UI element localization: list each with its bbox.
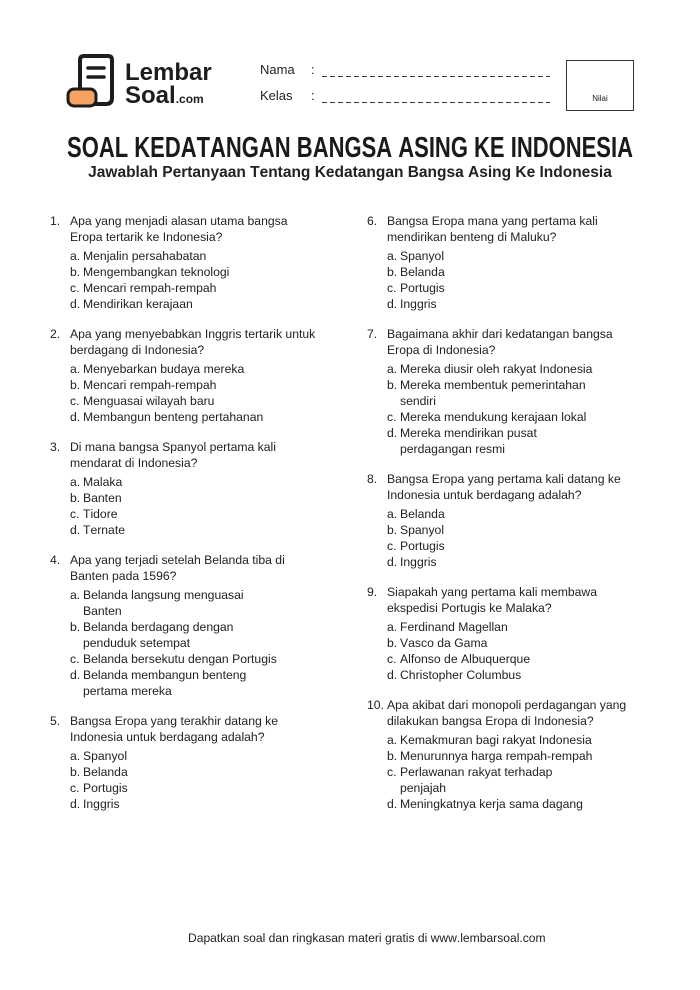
question-text: Bangsa Eropa mana yang pertama kali mendirikan benteng di Maluku? — [387, 214, 598, 244]
question-stem — [367, 326, 637, 358]
option-letter: b. — [70, 491, 81, 505]
option-list — [387, 506, 637, 570]
logo-wordmark-bottom — [125, 84, 204, 111]
option-letter: b. — [70, 265, 81, 279]
option-text: Belanda — [83, 765, 128, 779]
option-text: Membangun benteng pertahanan — [83, 410, 264, 424]
option-b — [387, 635, 637, 651]
option-text: Mencari rempah-rempah — [83, 281, 217, 295]
question-5 — [50, 713, 320, 812]
question-7 — [367, 326, 637, 457]
option-text: Vasco da Gama — [400, 636, 488, 650]
option-d — [70, 522, 320, 538]
option-b — [70, 264, 320, 280]
option-d — [387, 667, 637, 683]
option-letter: d. — [70, 668, 81, 682]
logo-wordmark-top: Lembar — [125, 59, 212, 86]
option-letter: d. — [70, 410, 81, 424]
question-10 — [367, 697, 637, 812]
option-text: Mengembangkan teknologi — [83, 265, 230, 279]
option-d — [387, 296, 637, 312]
question-6 — [367, 213, 637, 312]
option-letter: b. — [387, 265, 398, 279]
option-letter: a. — [387, 733, 398, 747]
option-letter: c. — [70, 394, 80, 408]
question-column-left — [50, 213, 320, 826]
question-stem — [367, 584, 637, 616]
question-8 — [367, 471, 637, 570]
question-text: Apa yang menyebabkan Inggris tertarik untuk berdagang di Indonesia? — [70, 327, 316, 357]
option-text: Mendirikan kerajaan — [83, 297, 193, 311]
option-c — [387, 409, 637, 425]
option-list — [70, 248, 320, 312]
option-d — [70, 796, 320, 812]
option-list — [387, 619, 637, 683]
option-text: Tidore — [83, 507, 118, 521]
option-text: Belanda membangun benteng pertama mereka — [83, 668, 247, 698]
question-9 — [367, 584, 637, 683]
option-a — [387, 732, 637, 748]
option-text: Mereka membentuk pemerintahan sendiri — [400, 378, 586, 408]
option-c — [70, 280, 320, 296]
option-text: Spanyol — [400, 523, 445, 537]
question-text: Apa akibat dari monopoli perdagangan yang dilakukan bangsa Eropa di Indonesia? — [387, 698, 627, 728]
option-text: Spanyol — [400, 249, 445, 263]
name-label: Nama — [260, 62, 295, 77]
logo-wordmark-suffix: .com — [175, 92, 204, 106]
option-text: Perlawanan rakyat terhadap penjajah — [400, 765, 553, 795]
option-letter: b. — [387, 636, 398, 650]
option-text: Portugis — [400, 539, 445, 553]
option-letter: d. — [387, 555, 398, 569]
option-letter: c. — [70, 507, 80, 521]
option-letter: c. — [70, 781, 80, 795]
option-c — [387, 280, 637, 296]
question-number: 6. — [367, 214, 378, 228]
option-text: Malaka — [83, 475, 123, 489]
option-text: Meningkatnya kerja sama dagang — [400, 797, 583, 811]
option-d — [387, 796, 637, 812]
option-a — [387, 248, 637, 264]
footer-note: Dapatkan soal dan ringkasan materi gratis di www.lembarsoal.com — [188, 931, 546, 945]
question-2 — [50, 326, 320, 425]
question-column-right — [367, 213, 637, 826]
option-letter: d. — [387, 426, 398, 440]
option-a — [70, 361, 320, 377]
option-b — [70, 764, 320, 780]
question-number: 7. — [367, 327, 378, 341]
question-stem — [50, 713, 320, 745]
option-letter: b. — [70, 765, 81, 779]
option-d — [70, 296, 320, 312]
question-text: Di mana bangsa Spanyol pertama kali mendarat di Indonesia? — [70, 440, 276, 470]
question-number: 10. — [367, 698, 384, 712]
option-text: Belanda bersekutu dengan Portugis — [83, 652, 277, 666]
option-text: Portugis — [83, 781, 128, 795]
question-stem — [50, 326, 320, 358]
option-a — [70, 587, 320, 619]
option-list — [70, 587, 320, 699]
option-list — [70, 474, 320, 538]
option-letter: a. — [70, 249, 81, 263]
question-number: 4. — [50, 553, 61, 567]
question-text: Apa yang menjadi alasan utama bangsa Eropa tertarik ke Indonesia? — [70, 214, 288, 244]
option-text: Belanda langsung menguasai Banten — [83, 588, 244, 618]
option-text: Menjalin persahabatan — [83, 249, 207, 263]
option-b — [70, 377, 320, 393]
option-letter: c. — [387, 765, 397, 779]
option-letter: d. — [70, 523, 81, 537]
option-letter: d. — [70, 297, 81, 311]
option-text: Mencari rempah-rempah — [83, 378, 217, 392]
score-box — [566, 60, 634, 111]
option-list — [387, 361, 637, 457]
question-number: 1. — [50, 214, 61, 228]
option-a — [387, 506, 637, 522]
option-b — [387, 522, 637, 538]
option-text: Menguasai wilayah baru — [83, 394, 215, 408]
option-a — [387, 619, 637, 635]
option-letter: b. — [387, 378, 398, 392]
option-letter: d. — [387, 668, 398, 682]
option-list — [387, 248, 637, 312]
page-subtitle: Jawablah Pertanyaan Tentang Kedatangan Bangsa Asing Ke Indonesia — [88, 164, 612, 181]
question-text: Bangsa Eropa yang terakhir datang ke Indonesia untuk berdagang adalah? — [70, 714, 279, 744]
option-letter: c. — [387, 410, 397, 424]
option-letter: a. — [387, 507, 398, 521]
option-letter: d. — [387, 797, 398, 811]
option-text: Banten — [83, 491, 122, 505]
option-list — [70, 748, 320, 812]
option-b — [387, 748, 637, 764]
question-1 — [50, 213, 320, 312]
question-stem — [50, 213, 320, 245]
option-letter: a. — [387, 249, 398, 263]
option-c — [70, 780, 320, 796]
class-fill-line — [322, 102, 550, 103]
option-letter: c. — [387, 281, 397, 295]
question-number: 3. — [50, 440, 61, 454]
option-b — [70, 619, 320, 651]
question-stem — [367, 213, 637, 245]
option-text: Belanda berdagang dengan penduduk setempat — [83, 620, 234, 650]
option-text: Ferdinand Magellan — [400, 620, 508, 634]
question-number: 9. — [367, 585, 378, 599]
option-c — [387, 764, 637, 796]
question-stem — [50, 439, 320, 471]
option-letter: a. — [70, 475, 81, 489]
page-title: SOAL KEDATANGAN BANGSA ASING KE INDONESIA — [67, 131, 633, 164]
option-letter: d. — [70, 797, 81, 811]
option-letter: a. — [387, 362, 398, 376]
option-b — [387, 264, 637, 280]
option-text: Inggris — [400, 555, 437, 569]
question-text: Bangsa Eropa yang pertama kali datang ke Indonesia untuk berdagang adalah? — [387, 472, 621, 502]
option-text: Kemakmuran bagi rakyat Indonesia — [400, 733, 592, 747]
question-stem — [367, 697, 637, 729]
question-3 — [50, 439, 320, 538]
option-c — [387, 651, 637, 667]
option-text: Inggris — [83, 797, 120, 811]
option-d — [387, 554, 637, 570]
option-text: Belanda — [400, 507, 445, 521]
option-b — [70, 490, 320, 506]
question-4 — [50, 552, 320, 699]
option-c — [70, 506, 320, 522]
question-text: Apa yang terjadi setelah Belanda tiba di Banten pada 1596? — [70, 553, 285, 583]
option-letter: c. — [387, 652, 397, 666]
option-text: Portugis — [400, 281, 445, 295]
question-text: Bagaimana akhir dari kedatangan bangsa Eropa di Indonesia? — [387, 327, 613, 357]
option-text: Ternate — [83, 523, 126, 537]
logo-wordmark-soal: Soal — [125, 82, 176, 109]
option-c — [70, 651, 320, 667]
option-c — [387, 538, 637, 554]
question-text: Siapakah yang pertama kali membawa ekspedisi Portugis ke Malaka? — [387, 585, 598, 615]
option-letter: a. — [70, 588, 81, 602]
option-letter: a. — [387, 620, 398, 634]
option-a — [70, 748, 320, 764]
option-text: Mereka mendukung kerajaan lokal — [400, 410, 587, 424]
option-letter: b. — [70, 378, 81, 392]
name-fill-line — [322, 76, 550, 77]
option-d — [387, 425, 637, 457]
option-list — [70, 361, 320, 425]
option-letter: c. — [70, 652, 80, 666]
question-number: 5. — [50, 714, 61, 728]
option-letter: a. — [70, 362, 81, 376]
option-list — [387, 732, 637, 812]
option-letter: a. — [70, 749, 81, 763]
name-separator: : — [311, 62, 315, 77]
option-letter: d. — [387, 297, 398, 311]
score-label: Nilai — [592, 94, 608, 103]
option-letter: b. — [387, 523, 398, 537]
option-letter: c. — [387, 539, 397, 553]
option-a — [70, 248, 320, 264]
option-text: Christopher Columbus — [400, 668, 522, 682]
document-icon — [64, 52, 118, 110]
option-letter: b. — [70, 620, 81, 634]
option-d — [70, 667, 320, 699]
option-a — [70, 474, 320, 490]
option-letter: c. — [70, 281, 80, 295]
option-text: Menurunnya harga rempah-rempah — [400, 749, 593, 763]
question-number: 2. — [50, 327, 61, 341]
option-text: Menyebarkan budaya mereka — [83, 362, 245, 376]
option-text: Spanyol — [83, 749, 128, 763]
class-label: Kelas — [260, 88, 293, 103]
class-separator: : — [311, 88, 315, 103]
option-text: Mereka diusir oleh rakyat Indonesia — [400, 362, 593, 376]
option-text: Inggris — [400, 297, 437, 311]
option-text: Belanda — [400, 265, 445, 279]
question-stem — [50, 552, 320, 584]
option-b — [387, 377, 637, 409]
option-a — [387, 361, 637, 377]
question-stem — [367, 471, 637, 503]
option-letter: b. — [387, 749, 398, 763]
option-c — [70, 393, 320, 409]
question-number: 8. — [367, 472, 378, 486]
option-d — [70, 409, 320, 425]
option-text: Alfonso de Albuquerque — [400, 652, 531, 666]
option-text: Mereka mendirikan pusat perdagangan resmi — [400, 426, 537, 456]
